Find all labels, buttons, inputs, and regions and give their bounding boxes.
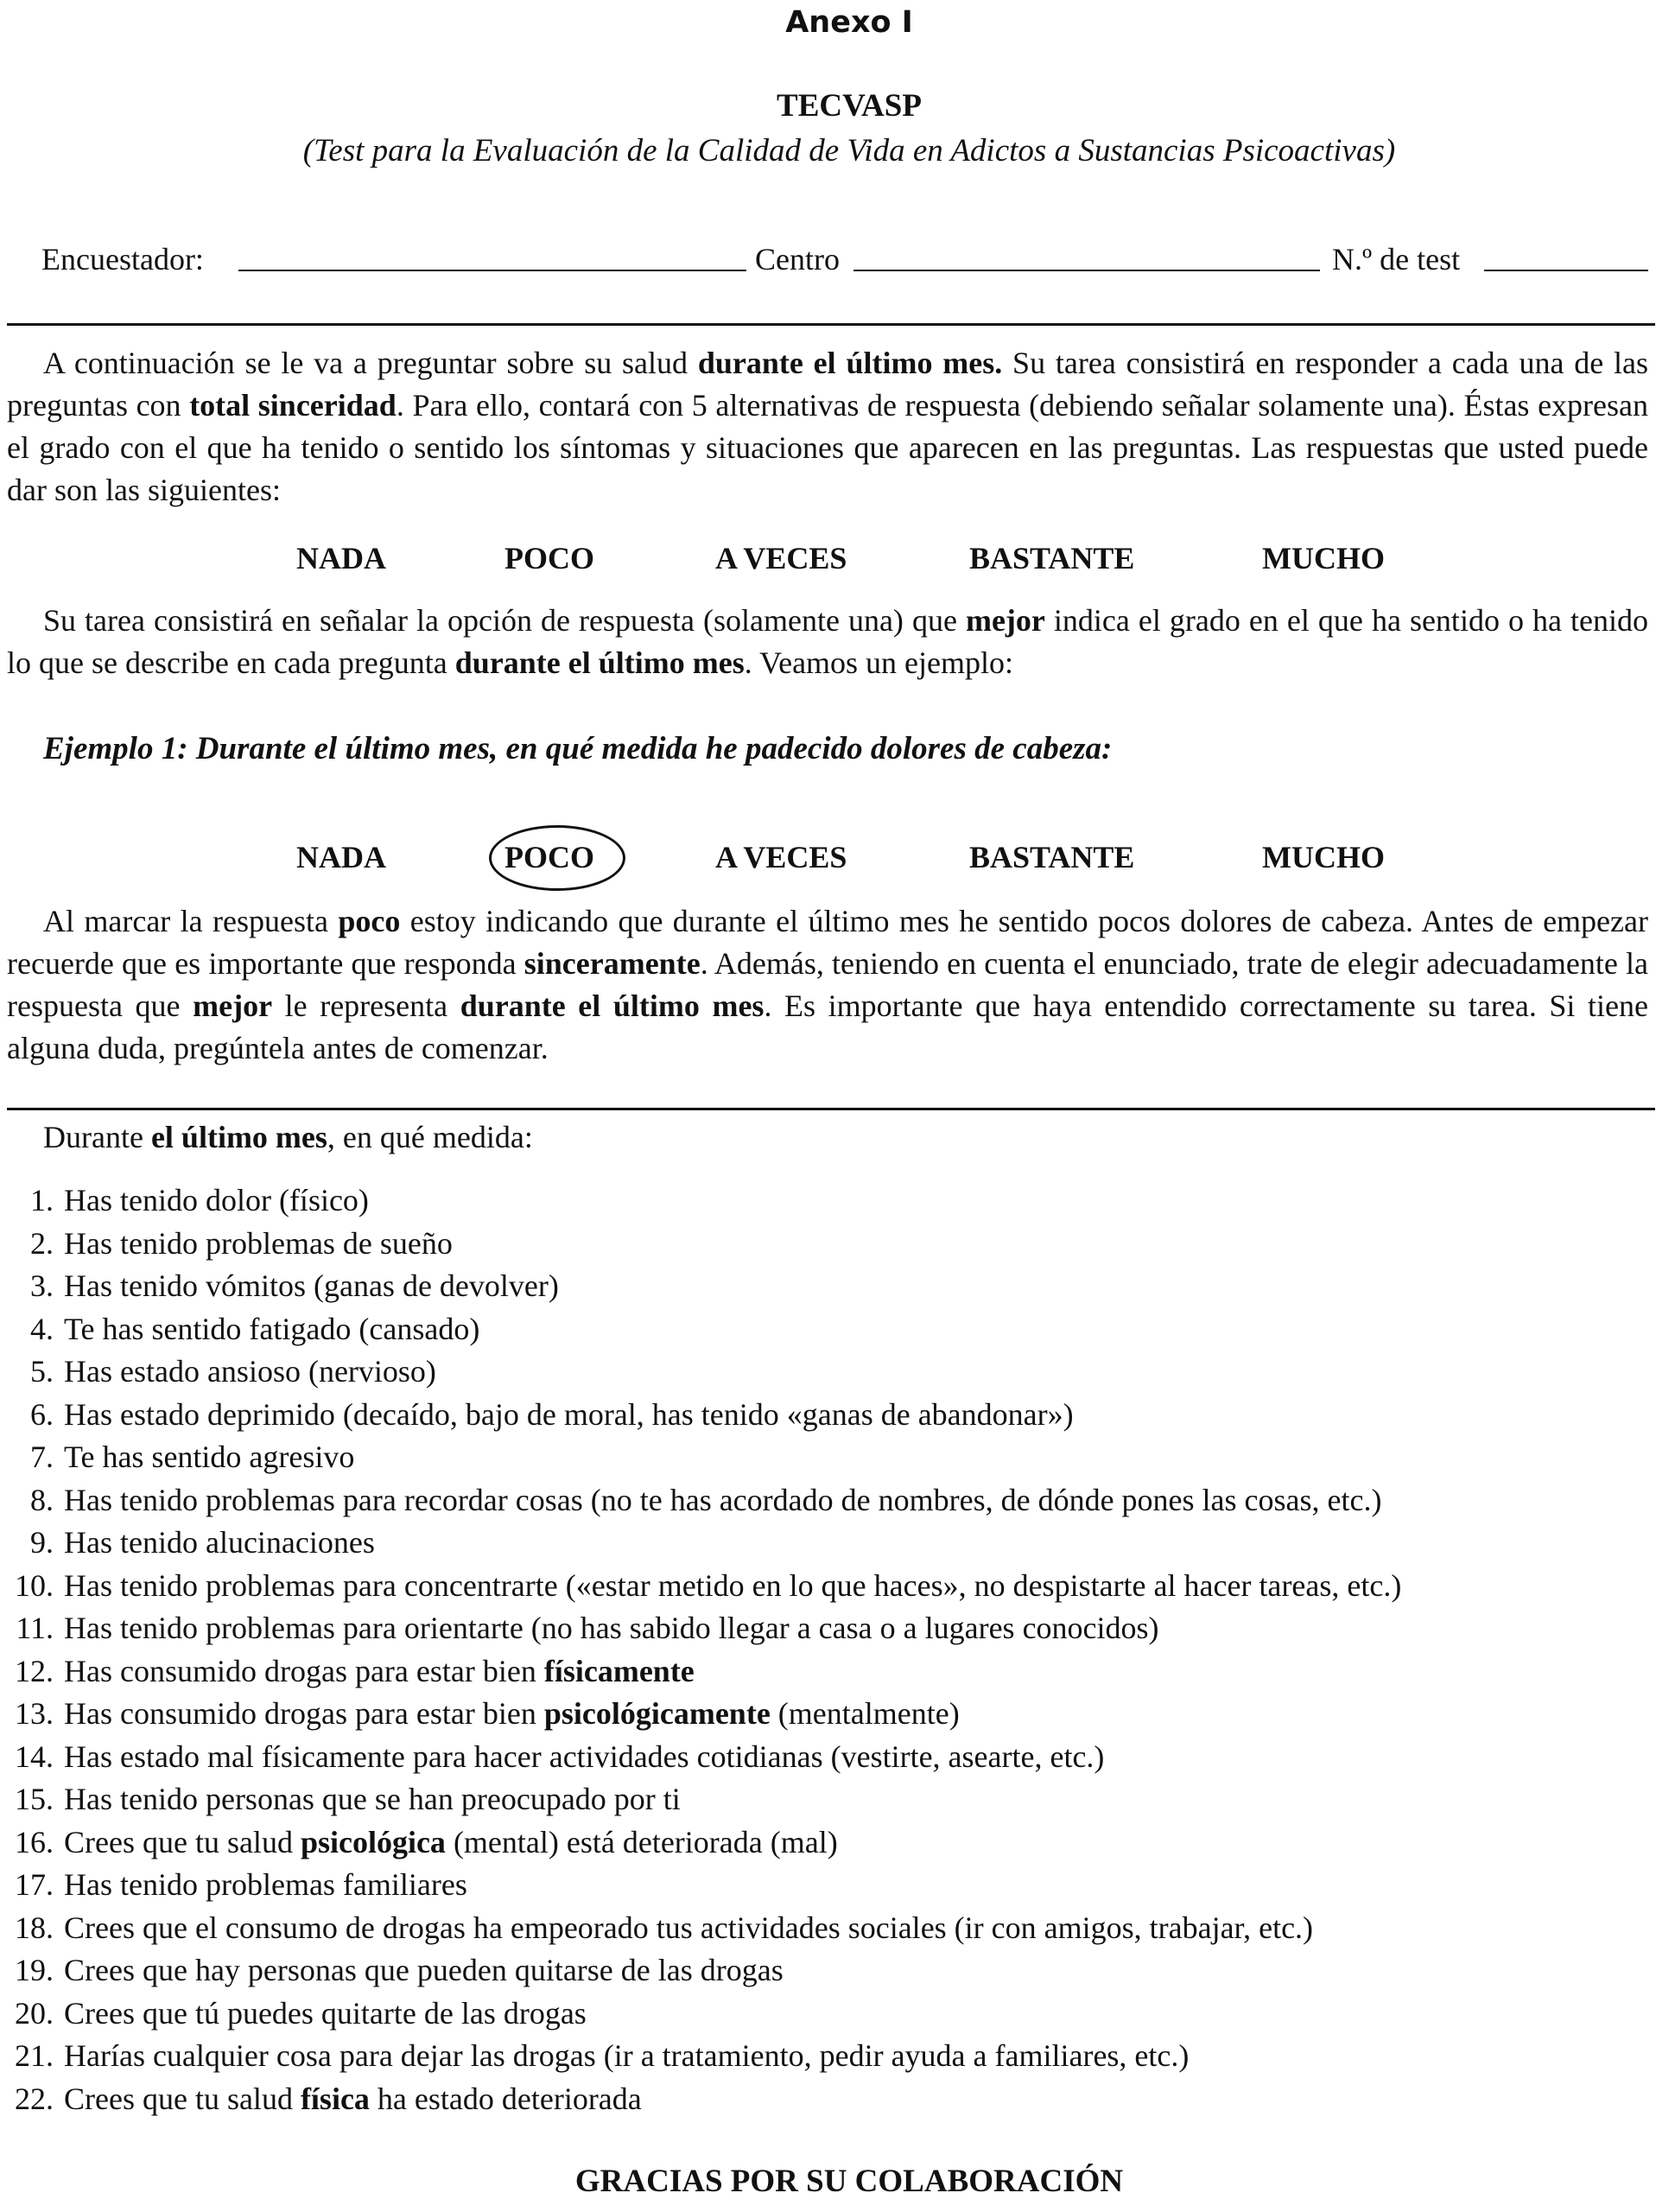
- question-text: [64, 1821, 838, 1864]
- closing-message: GRACIAS POR SU COLABORACIÓN: [574, 2164, 1124, 2199]
- center-field[interactable]: [853, 238, 1320, 271]
- text-run: le representa: [272, 988, 460, 1023]
- annex-title: Anexo I: [785, 5, 913, 40]
- text-run: . Además, teniendo en cuenta el enunciado, trate de elegir adecuadamente la respuesta que: [7, 946, 1648, 1023]
- example-option-poco: POCO: [504, 840, 594, 874]
- question-item: [7, 1907, 1648, 1950]
- text-run: Has tenido problemas para concentrarte («estar metido en lo que haces», no despistarte al hacer tareas, etc.): [64, 1567, 1402, 1603]
- question-text: [64, 1693, 960, 1735]
- question-number: 17.: [15, 1867, 54, 1902]
- question-item: [7, 1993, 1648, 2036]
- emphasis-text: total sinceridad: [189, 388, 397, 423]
- question-item: [7, 1522, 1648, 1565]
- text-run: , en qué medida:: [327, 1120, 533, 1154]
- question-text: [64, 1179, 369, 1222]
- question-text: [64, 1650, 695, 1693]
- option-poco: POCO: [504, 541, 594, 575]
- instructions-p1: [7, 342, 1648, 512]
- emphasis-text: durante el último mes: [454, 645, 745, 680]
- text-run: Has estado mal físicamente para hacer actividades cotidianas (vestirte, asearte, etc.): [64, 1738, 1105, 1774]
- text-run: Has tenido problemas familiares: [64, 1867, 467, 1902]
- question-number: 1.: [30, 1183, 54, 1217]
- question-number: 20.: [15, 1995, 54, 2031]
- emphasis-text: durante el último mes: [460, 988, 765, 1023]
- text-run: . Es importante que haya entendido correctamente su tarea. Si tiene alguna duda, pregúntela antes de comenzar.: [7, 988, 1648, 1065]
- question-item: [7, 1179, 1648, 1223]
- question-list: [7, 1179, 1648, 2120]
- test-full-name: (Test para la Evaluación de la Calidad de Vida en Adictos a Sustancias Psicoactivas): [302, 133, 1396, 168]
- divider-top: [7, 323, 1655, 326]
- emphasis-text: mejor: [193, 988, 273, 1023]
- text-run: Te has sentido fatigado (cansado): [64, 1311, 480, 1346]
- question-item: [7, 1436, 1648, 1479]
- question-item: [7, 1394, 1648, 1437]
- question-number: 13.: [15, 1696, 54, 1731]
- text-run: (mentalmente): [770, 1696, 960, 1731]
- question-item: [7, 1650, 1648, 1694]
- test-name: TECVASP: [777, 88, 922, 124]
- question-number: 12.: [15, 1653, 54, 1688]
- example-option-mucho: MUCHO: [1262, 840, 1385, 874]
- question-text: [64, 1565, 1401, 1607]
- example-option-a-veces: A VECES: [715, 840, 847, 874]
- emphasis-text: el último mes: [150, 1120, 327, 1154]
- question-text: [64, 1351, 436, 1393]
- text-run: Crees que tu salud: [64, 2081, 301, 2116]
- question-item: [7, 1607, 1648, 1650]
- question-item: [7, 1308, 1648, 1351]
- question-text: [64, 1223, 453, 1265]
- text-run: Al marcar la respuesta: [43, 904, 339, 938]
- option-bastante: BASTANTE: [969, 541, 1135, 575]
- question-item: [7, 1223, 1648, 1266]
- text-run: Crees que hay personas que pueden quitarse de las drogas: [64, 1953, 784, 1987]
- text-run: ha estado deteriorada: [369, 2081, 642, 2116]
- emphasis-text: psicológicamente: [543, 1696, 771, 1731]
- question-text: [64, 1993, 587, 2035]
- text-run: Has tenido problemas para recordar cosas (no te has acordado de nombres, de dónde pones las cosas, etc.): [64, 1482, 1382, 1517]
- question-text: [64, 1864, 467, 1906]
- text-run: Crees que tu salud: [64, 1824, 301, 1859]
- instructions-paragraph-1: [7, 342, 1648, 512]
- emphasis-text: durante el último mes.: [697, 346, 1003, 380]
- question-number: 21.: [15, 2038, 54, 2073]
- question-number: 16.: [15, 1824, 54, 1859]
- question-number: 3.: [30, 1268, 54, 1303]
- question-item: [7, 2078, 1648, 2121]
- emphasis-text: psicológica: [300, 1824, 446, 1859]
- text-run: . Veamos un ejemplo:: [744, 645, 1014, 680]
- text-run: Crees que el consumo de drogas ha empeorado tus actividades sociales (ir con amigos, trabajar, etc.): [64, 1910, 1314, 1945]
- question-text: [64, 1394, 1074, 1436]
- interviewer-field[interactable]: [238, 238, 746, 271]
- question-text: [64, 1907, 1313, 1949]
- example-question: Ejemplo 1: Durante el último mes, en qué medida he padecido dolores de cabeza:: [43, 731, 1113, 766]
- interviewer-label: Encuestador:: [41, 242, 204, 276]
- divider-bottom: [7, 1108, 1655, 1110]
- test-number-field[interactable]: [1484, 238, 1648, 271]
- question-number: 18.: [15, 1910, 54, 1945]
- center-label: Centro: [755, 242, 840, 276]
- emphasis-text: física: [300, 2081, 370, 2116]
- text-run: Has tenido personas que se han preocupado por ti: [64, 1782, 681, 1816]
- text-run: Durante: [43, 1120, 151, 1154]
- text-run: Has tenido problemas de sueño: [64, 1225, 453, 1261]
- example-option-bastante: BASTANTE: [969, 840, 1135, 874]
- text-run: Has estado ansioso (nervioso): [64, 1354, 436, 1389]
- emphasis-text: físicamente: [543, 1653, 695, 1688]
- question-item: [7, 1265, 1648, 1308]
- question-item: [7, 1693, 1648, 1736]
- question-item: [7, 1778, 1648, 1821]
- instructions-p3: [7, 900, 1648, 1070]
- question-text: [64, 1479, 1381, 1522]
- test-number-label: N.º de test: [1332, 242, 1461, 276]
- text-run: Has tenido vómitos (ganas de devolver): [64, 1268, 559, 1303]
- question-item: [7, 1479, 1648, 1522]
- question-number: 7.: [30, 1440, 54, 1474]
- text-run: Has consumido drogas para estar bien: [64, 1696, 544, 1731]
- question-item: [7, 1565, 1648, 1608]
- question-text: [64, 1265, 559, 1307]
- question-item: [7, 2035, 1648, 2078]
- question-text: [64, 1436, 354, 1478]
- question-item: [7, 1864, 1648, 1907]
- text-run: indica el grado en el que ha sentido o ha tenido lo que se describe en cada pregunta: [7, 603, 1648, 680]
- question-text: [64, 2078, 642, 2120]
- question-item: [7, 1351, 1648, 1394]
- text-run: . Para ello, contará con 5 alternativas de respuesta (debiendo señalar solamente una). Éstas expresan el grado con el que ha tenido o sentido los síntomas y situaciones que aparecen en las preguntas. Las respuestas que usted puede dar son las siguientes:: [7, 388, 1648, 507]
- question-text: [64, 1522, 375, 1564]
- question-number: 9.: [30, 1525, 54, 1560]
- emphasis-text: mejor: [965, 603, 1045, 638]
- question-text: [64, 1607, 1159, 1649]
- emphasis-text: poco: [338, 904, 401, 938]
- question-number: 11.: [16, 1611, 54, 1645]
- question-number: 14.: [15, 1738, 54, 1774]
- example-option-nada: NADA: [296, 840, 386, 874]
- emphasis-text: sinceramente: [523, 946, 701, 981]
- text-run: Has tenido dolor (físico): [64, 1183, 369, 1217]
- question-item: [7, 1736, 1648, 1779]
- text-run: (mental) está deteriorada (mal): [445, 1824, 838, 1859]
- text-run: Crees que tú puedes quitarte de las drogas: [64, 1995, 587, 2031]
- question-text: [64, 1778, 681, 1821]
- question-item: [7, 1821, 1648, 1865]
- text-run: A continuación se le va a preguntar sobre su salud: [43, 346, 698, 380]
- question-text: [64, 1736, 1104, 1778]
- text-run: Su tarea consistirá en señalar la opción de respuesta (solamente una) que: [43, 603, 966, 638]
- instructions-paragraph-3: [7, 900, 1648, 1070]
- text-run: estoy indicando que durante el último mes he sentido pocos dolores de cabeza. Antes de empezar recuerde que es importante que responda: [7, 904, 1648, 981]
- question-number: 15.: [15, 1782, 54, 1816]
- question-number: 6.: [30, 1396, 54, 1432]
- option-nada: NADA: [296, 541, 386, 575]
- question-number: 22.: [15, 2081, 54, 2116]
- question-text: [64, 1308, 479, 1351]
- instructions-p2: [7, 600, 1648, 684]
- question-number: 10.: [15, 1567, 54, 1603]
- text-run: Harías cualquier cosa para dejar las drogas (ir a tratamiento, pedir ayuda a familiares, etc.): [64, 2038, 1190, 2073]
- text-run: Has consumido drogas para estar bien: [64, 1653, 544, 1688]
- text-run: Has tenido alucinaciones: [64, 1525, 375, 1560]
- instructions-paragraph-2: [7, 600, 1648, 684]
- question-text: [64, 1949, 784, 1992]
- question-number: 5.: [30, 1354, 54, 1389]
- question-number: 4.: [30, 1311, 54, 1346]
- question-number: 19.: [15, 1953, 54, 1987]
- question-number: 8.: [30, 1482, 54, 1517]
- questions-intro: [43, 1116, 533, 1159]
- text-run: Has tenido problemas para orientarte (no has sabido llegar a casa o a lugares conocidos): [64, 1611, 1159, 1645]
- option-a-veces: A VECES: [715, 541, 847, 575]
- text-run: Su tarea consistirá en responder a cada una de las preguntas con: [7, 346, 1649, 423]
- question-text: [64, 2035, 1189, 2077]
- text-run: Has estado deprimido (decaído, bajo de moral, has tenido «ganas de abandonar»): [64, 1396, 1074, 1432]
- option-mucho: MUCHO: [1262, 541, 1385, 575]
- question-number: 2.: [30, 1225, 54, 1261]
- question-item: [7, 1949, 1648, 1993]
- text-run: Te has sentido agresivo: [64, 1440, 355, 1474]
